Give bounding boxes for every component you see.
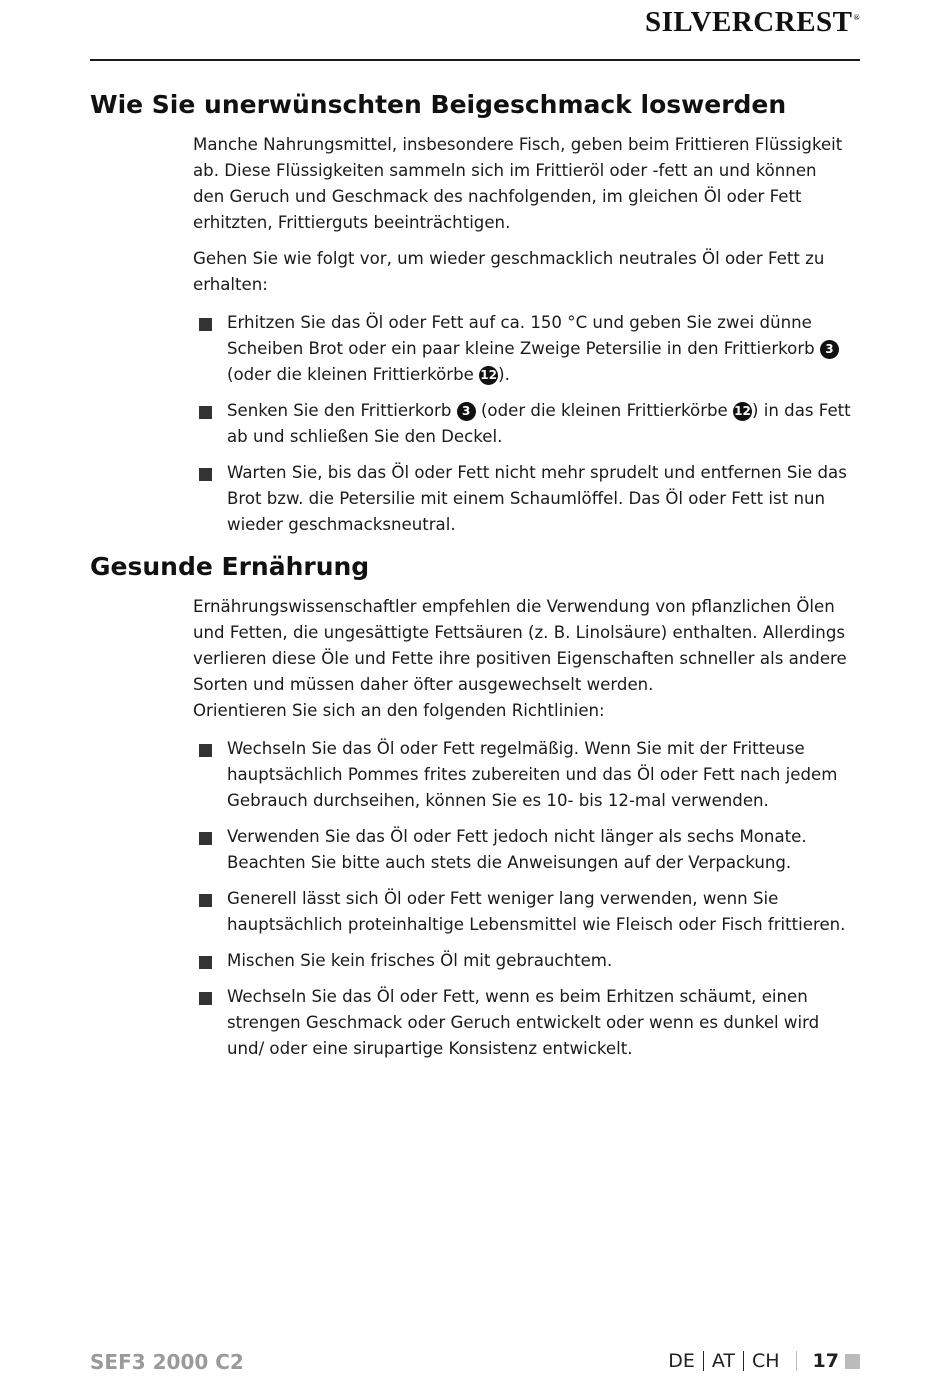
list-item-text: ).	[498, 365, 510, 384]
main-content	[90, 88, 860, 1072]
square-bullet-icon	[199, 468, 212, 481]
list-item-text: Senken Sie den Frittierkorb	[227, 401, 457, 420]
list-item	[193, 310, 853, 388]
list-item-text: Erhitzen Sie das Öl oder Fett auf ca. 150 °C und geben Sie zwei dünne Scheiben Brot oder ein paar kleine Zweige Petersilie in den Frittierkorb	[227, 313, 820, 358]
list-item-text: Verwenden Sie das Öl oder Fett jedoch nicht länger als sechs Monate. Beachten Sie bitte auch stets die Anweisungen auf der Verpackung.	[227, 827, 807, 872]
paragraph: Orientieren Sie sich an den folgenden Richtlinien:	[193, 701, 605, 720]
square-bullet-icon	[199, 744, 212, 757]
square-bullet-icon	[199, 956, 212, 969]
part-number-badge: 3	[457, 402, 476, 421]
paragraph: Manche Nahrungsmittel, insbesondere Fisch, geben beim Frittieren Flüssigkeit ab. Diese Flüssigkeiten sammeln sich im Frittieröl oder -fett an und können den Geruch und Geschmack des nachfolgenden, im gleichen Öl oder Fett erhitzten, Frittierguts beeinträchtigen.	[193, 135, 843, 232]
square-bullet-icon	[199, 406, 212, 419]
list-item-text: ) in das Fett ab und schließen Sie den Deckel.	[227, 401, 851, 446]
list-item	[193, 398, 853, 450]
page-number: 17	[812, 1350, 839, 1372]
part-number-badge: 12	[733, 402, 752, 421]
page-marker-icon	[845, 1354, 860, 1369]
list-item-text: Warten Sie, bis das Öl oder Fett nicht mehr sprudelt und entfernen Sie das Brot bzw. die Petersilie mit einem Schaumlöffel. Das Öl oder Fett ist nun wieder geschmacksneutral.	[227, 463, 847, 534]
section-body	[193, 132, 853, 538]
registered-mark: ®	[853, 13, 860, 23]
section-heading: Gesunde Ernährung	[90, 552, 370, 581]
brand-name: SILVERCREST	[644, 6, 853, 38]
bullet-list	[193, 310, 853, 538]
part-number-badge: 3	[820, 340, 839, 359]
square-bullet-icon	[199, 894, 212, 907]
section-healthy-nutrition	[90, 550, 860, 1062]
section-body	[193, 594, 853, 1062]
list-item-text: (oder die kleinen Frittierkörbe	[227, 365, 480, 384]
list-item	[193, 948, 853, 974]
list-item	[193, 824, 853, 876]
list-item-text: Mischen Sie kein frisches Öl mit gebrauchtem.	[227, 951, 613, 970]
list-item	[193, 736, 853, 814]
page-header	[90, 0, 860, 61]
list-item	[193, 984, 853, 1062]
bullet-list	[193, 736, 853, 1062]
footer-right	[668, 1350, 860, 1372]
list-item-text: (oder die kleinen Frittierkörbe	[475, 401, 734, 420]
part-number-badge: 12	[479, 366, 498, 385]
paragraph: Gehen Sie wie folgt vor, um wieder geschmacklich neutrales Öl oder Fett zu erhalten:	[193, 249, 825, 294]
page-footer	[90, 1348, 860, 1378]
brand-logo	[645, 6, 860, 39]
divider	[743, 1351, 744, 1371]
divider	[703, 1351, 704, 1371]
section-off-taste	[90, 88, 860, 538]
section-heading: Wie Sie unerwünschten Beigeschmack loswerden	[90, 90, 787, 119]
square-bullet-icon	[199, 992, 212, 1005]
list-item-text: Wechseln Sie das Öl oder Fett regelmäßig. Wenn Sie mit der Fritteuse hauptsächlich Pommes frites zubereiten und das Öl oder Fett nach jedem Gebrauch durchseihen, können Sie es 10- bis 12-mal verwenden.	[227, 739, 838, 810]
square-bullet-icon	[199, 832, 212, 845]
country-de: DE	[668, 1350, 695, 1372]
list-item-text: Wechseln Sie das Öl oder Fett, wenn es beim Erhitzen schäumt, einen strengen Geschmack oder Geruch entwickelt oder wenn es dunkel wird und/ oder eine sirupartige Konsistenz entwickelt.	[227, 987, 820, 1058]
square-bullet-icon	[199, 318, 212, 331]
list-item	[193, 886, 853, 938]
model-number: SEF3 2000 C2	[90, 1350, 244, 1374]
divider	[796, 1351, 797, 1371]
country-ch: CH	[751, 1350, 780, 1372]
list-item-text: Generell lässt sich Öl oder Fett weniger lang verwenden, wenn Sie hauptsächlich proteinhaltige Lebensmittel wie Fleisch oder Fisch frittieren.	[227, 889, 846, 934]
list-item	[193, 460, 853, 538]
paragraph: Ernährungswissenschaftler empfehlen die Verwendung von pflanzlichen Ölen und Fetten, die ungesättigte Fettsäuren (z. B. Linolsäure) enthalten. Allerdings verlieren diese Öle und Fette ihre positiven Eigenschaften schneller als andere Sorten und müssen daher öfter ausgewechselt werden.	[193, 597, 847, 694]
country-at: AT	[711, 1350, 735, 1372]
